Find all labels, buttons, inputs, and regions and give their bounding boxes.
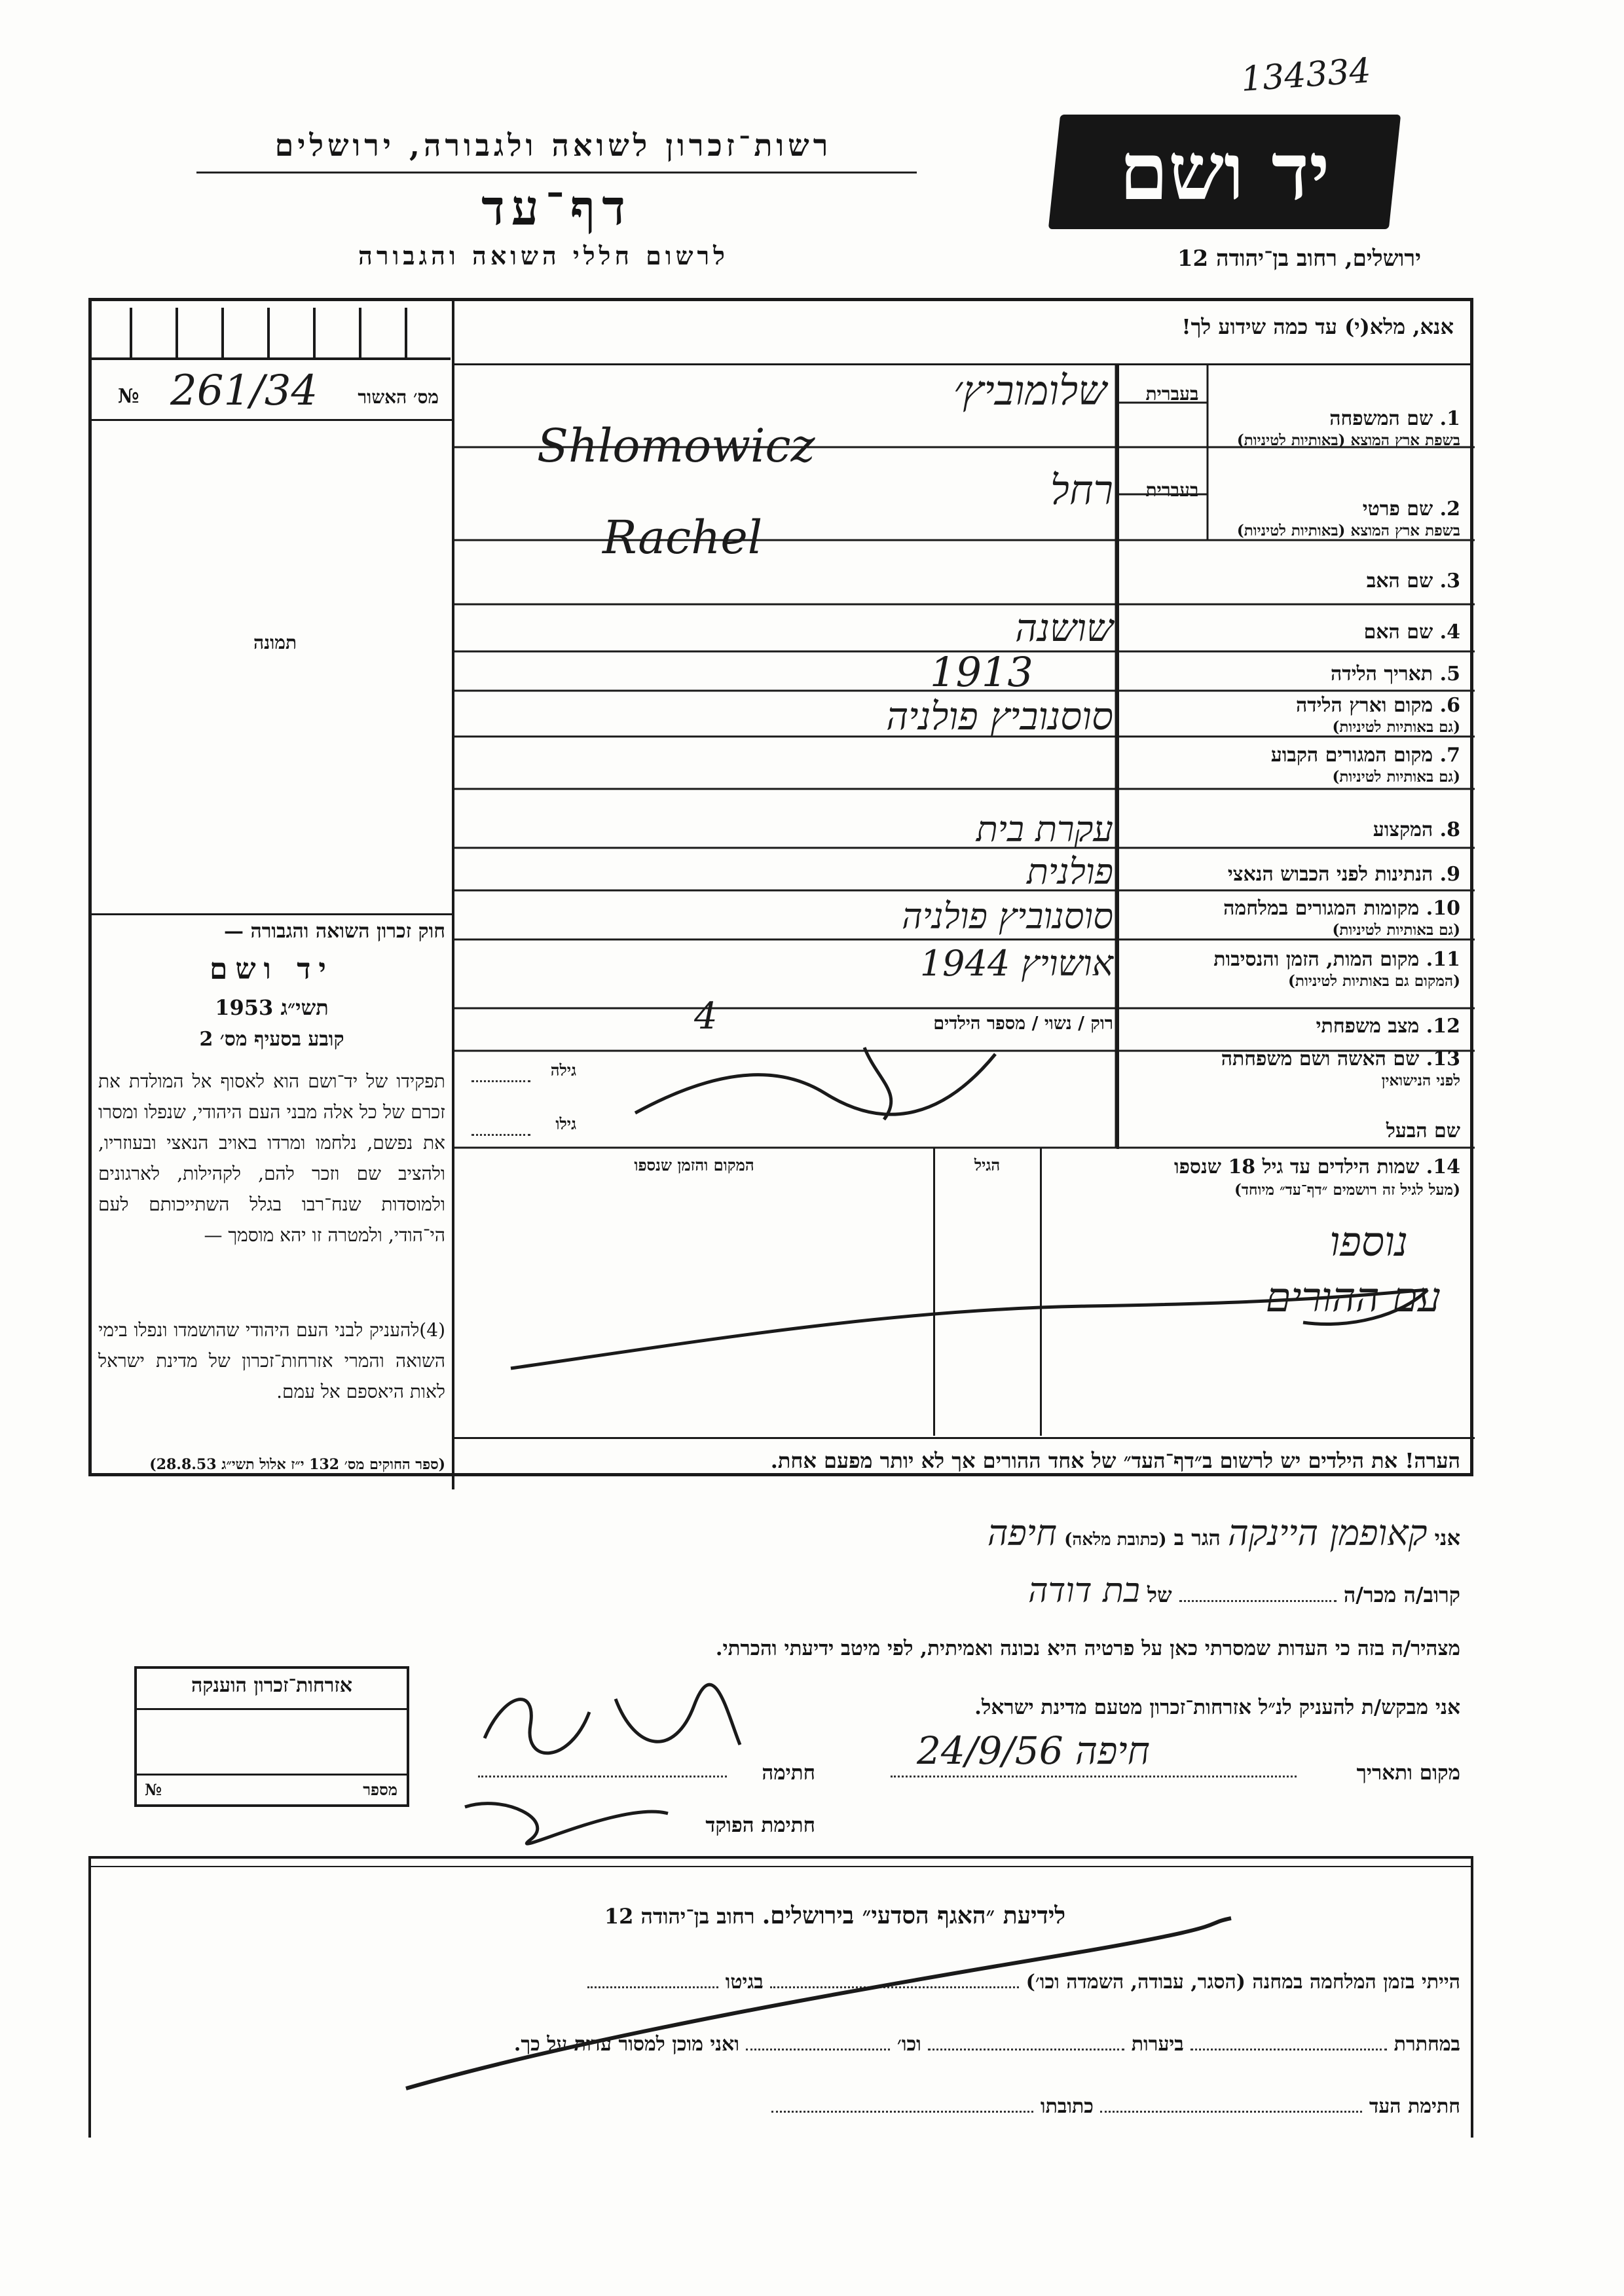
field-11-value: אושויץ 1944: [919, 943, 1113, 984]
header-address: ירושלים, רחוב בן־יהודה 12: [1177, 246, 1421, 272]
declaration-line-3: מצהיר/ה בזה כי העדות שמסרתי כאן על פרטיה היא נכונה ואמיתית, לפי מיטב ידיעתי והכרתי.: [715, 1637, 1460, 1660]
footer-line-2: במחתרת ביערות וכו׳ ואני מוכן למסור עדות על כך.: [513, 2033, 1460, 2056]
citizenship-number-label: מספר: [363, 1780, 397, 1799]
field-6-label: 6. מקום וארץ הלידה (גם באותיות לטיניות): [1295, 694, 1460, 736]
logo-text: יד ושם: [1119, 126, 1330, 218]
yad-vashem-logo: [1048, 115, 1401, 229]
footer-title: לידיעת ״האגף הסדעי״ בירושלים. רחוב בן־יהודה 12: [604, 1902, 1066, 1929]
place-date-value: חיפה 24/9/56: [917, 1728, 1150, 1773]
field-9-label: 9. הנתינות לפני הכבוש הנאצי: [1227, 863, 1460, 886]
footer-line-3: חתימת העד כתובתו: [589, 2095, 1460, 2118]
field-13-label: 13. שם האשה ושם משפחתה לפני הנישואין: [1221, 1048, 1460, 1089]
form-subtitle: לרשום חללי השואה והגבורה: [358, 241, 729, 270]
marital-options: רוק / נשוי / מספר הילדים: [933, 1013, 1113, 1034]
field-8-value: עקרת בית: [976, 809, 1113, 850]
law-year: תשי״ג 1953: [215, 995, 329, 1020]
approval-value: 261/34: [170, 367, 318, 415]
field-2-value: רחל: [1050, 466, 1113, 514]
form-intro: אנא, מלא(י) עד כמה שידוע לך!: [1181, 314, 1454, 339]
law-title: חוק זכרון השואה והגבורה —: [224, 920, 445, 943]
law-body: תפקידו של יד־ושם הוא לאסוף אל המולדת את זכרם של כל אלה מבני העם היהודי, שנפלו ומסרו את נפשם, נלחמו ומרדו באויב הנאצי ובעוזריו, ולהציב שם וזכר להם, לקהילות, לארגונים ולמוסדות שנח־רבו בגלל השתייכותם לעם הי־הודי, ולמטרה זו יהא מוסמך —: [98, 1070, 445, 1246]
children-col-place: המקום והזמן שנספו: [634, 1156, 754, 1175]
document-number: 134334: [1240, 51, 1373, 100]
field-4-value: שושנה: [1015, 606, 1113, 650]
field-10-label: 10. מקומות המגורים במלחמה (גם באותיות לטיניות): [1223, 897, 1460, 939]
footer-rule-1: [88, 1856, 1473, 1859]
children-scribble: [498, 1270, 1480, 1401]
approval-underline: [92, 419, 452, 421]
declaration-line-2: קרוב/ה מכר/ה של בת דודה: [1028, 1571, 1460, 1611]
signature-label: חתימה: [762, 1761, 815, 1785]
law-body-2: (4)להעניק לבני העם היהודי שהושמדו ונפלו בימי השואה והמרי אזרחות־זכרון של מדינת ישראל לאות היאספם אל עמם.: [98, 1319, 445, 1402]
children-label: 14. שמות הילדים עד גיל 18 שנספו (מעל לגיל זה רושמים ״דף־עד״ מיוחד): [1173, 1156, 1460, 1199]
footer-line-1: הייתי בזמן המלחמה במחנה (הסגר, עבודה, השמדה וכו׳) בגיטו: [341, 1971, 1460, 1994]
place-date-label: מקום ותאריך: [1356, 1761, 1460, 1785]
authority-underline: [196, 172, 917, 173]
declaration-line-4: אני מבקש/ת להעניק לנ״ל אזרחות־זכרון מטעם מדינת ישראל.: [974, 1696, 1460, 1719]
field-11-label: 11. מקום המות, הזמן והנסיבות (המקום גם באותיות לטיניות): [1213, 948, 1460, 990]
children-count: 4: [694, 995, 718, 1038]
side-block-top: [92, 913, 452, 915]
field-8-label: 8. המקצוע: [1373, 818, 1460, 841]
field-9-value: פולנית: [1026, 851, 1113, 892]
field-4-label: 4. שם האם: [1363, 621, 1460, 644]
field-1-latin-value: Shlomowicz: [537, 419, 815, 473]
age-label-husband: גילו: [555, 1114, 576, 1133]
citizenship-no-sign: №: [145, 1780, 162, 1799]
note-separator: [454, 1437, 1475, 1439]
law-name: יד ושם: [210, 953, 334, 986]
photo-label: תמונה: [253, 632, 297, 653]
field-2-hebrew-tag: בעברית: [1145, 479, 1199, 501]
age-label-wife: גילה: [550, 1061, 576, 1080]
place-date-line: [891, 1776, 1297, 1777]
signature-line: [478, 1776, 727, 1777]
field-1-hebrew-tag: בעברית: [1145, 383, 1199, 405]
field-10-value: סוסנוביץ פולניה: [902, 896, 1113, 937]
footer-right-border: [1471, 1856, 1473, 2138]
citizenship-box: [134, 1666, 409, 1807]
footer-left-border: [88, 1856, 91, 2138]
approval-no-sign: №: [118, 385, 139, 408]
field-1-value: שלומוביץ׳: [953, 367, 1107, 414]
field-2-label: 2. שם פרטי בשפת ארץ המוצא (באותיות לטיניות): [1236, 498, 1460, 539]
authority-title: רשות־זכרון לשואה ולגבורה, ירושלים: [274, 128, 832, 163]
age-wife-line: [471, 1080, 530, 1082]
children-col-age: הגיל: [974, 1156, 1001, 1175]
law-reference: (ספר החוקים מס׳ 132 י״ז אלול תשי״ג 28.8.53): [149, 1456, 445, 1473]
husband-label: שם הבעל: [1386, 1120, 1460, 1142]
field-7-label: 7. מקום המגורים הקבוע (גם באותיות לטיניות): [1270, 744, 1460, 786]
form-title: דף־עד: [481, 180, 632, 236]
field-5-value: 1913: [930, 648, 1033, 696]
footer-strike-scribble: [393, 1905, 1244, 2102]
declaration-line-1: אני קאופמן היינקה הגר ב (כתובת מלאה) חיפה: [987, 1512, 1460, 1554]
marital-scribble: [629, 1034, 1022, 1139]
law-clause: קובע בסעיף מס׳ 2: [199, 1028, 344, 1051]
witness-signature: [478, 1673, 753, 1777]
field-1-label: 1. שם המשפחה בשפת ארץ המוצא (באותיות לטיניות): [1236, 407, 1460, 449]
age-husband-line: [471, 1134, 530, 1136]
children-value-2: עם ההורים: [1265, 1273, 1441, 1321]
footer-rule-2: [88, 1866, 1473, 1867]
citizenship-title: אזרחות־זכרון הוענקה: [191, 1674, 353, 1697]
field-6-value: סוסנוביץ פולניה: [886, 694, 1113, 738]
note-text: הערה! את הילדים יש לרשום ב״דף־העד״ של אחד ההורים אך לא יותר מפעם אחת.: [770, 1448, 1460, 1473]
officer-signature: [452, 1781, 688, 1853]
field-12-label: 12. מצב משפחתי: [1316, 1015, 1460, 1038]
field-3-label: 3. שם האב: [1366, 570, 1460, 592]
field-5-label: 5. תאריך הלידה: [1331, 663, 1460, 685]
approval-ticks: [92, 308, 451, 360]
children-value-1: נוספו: [1329, 1218, 1408, 1266]
officer-signature-label: חתימת הפוקד: [705, 1813, 815, 1837]
approval-label: מס׳ האשור: [358, 386, 439, 408]
field-2-latin-value: Rachel: [602, 511, 763, 564]
